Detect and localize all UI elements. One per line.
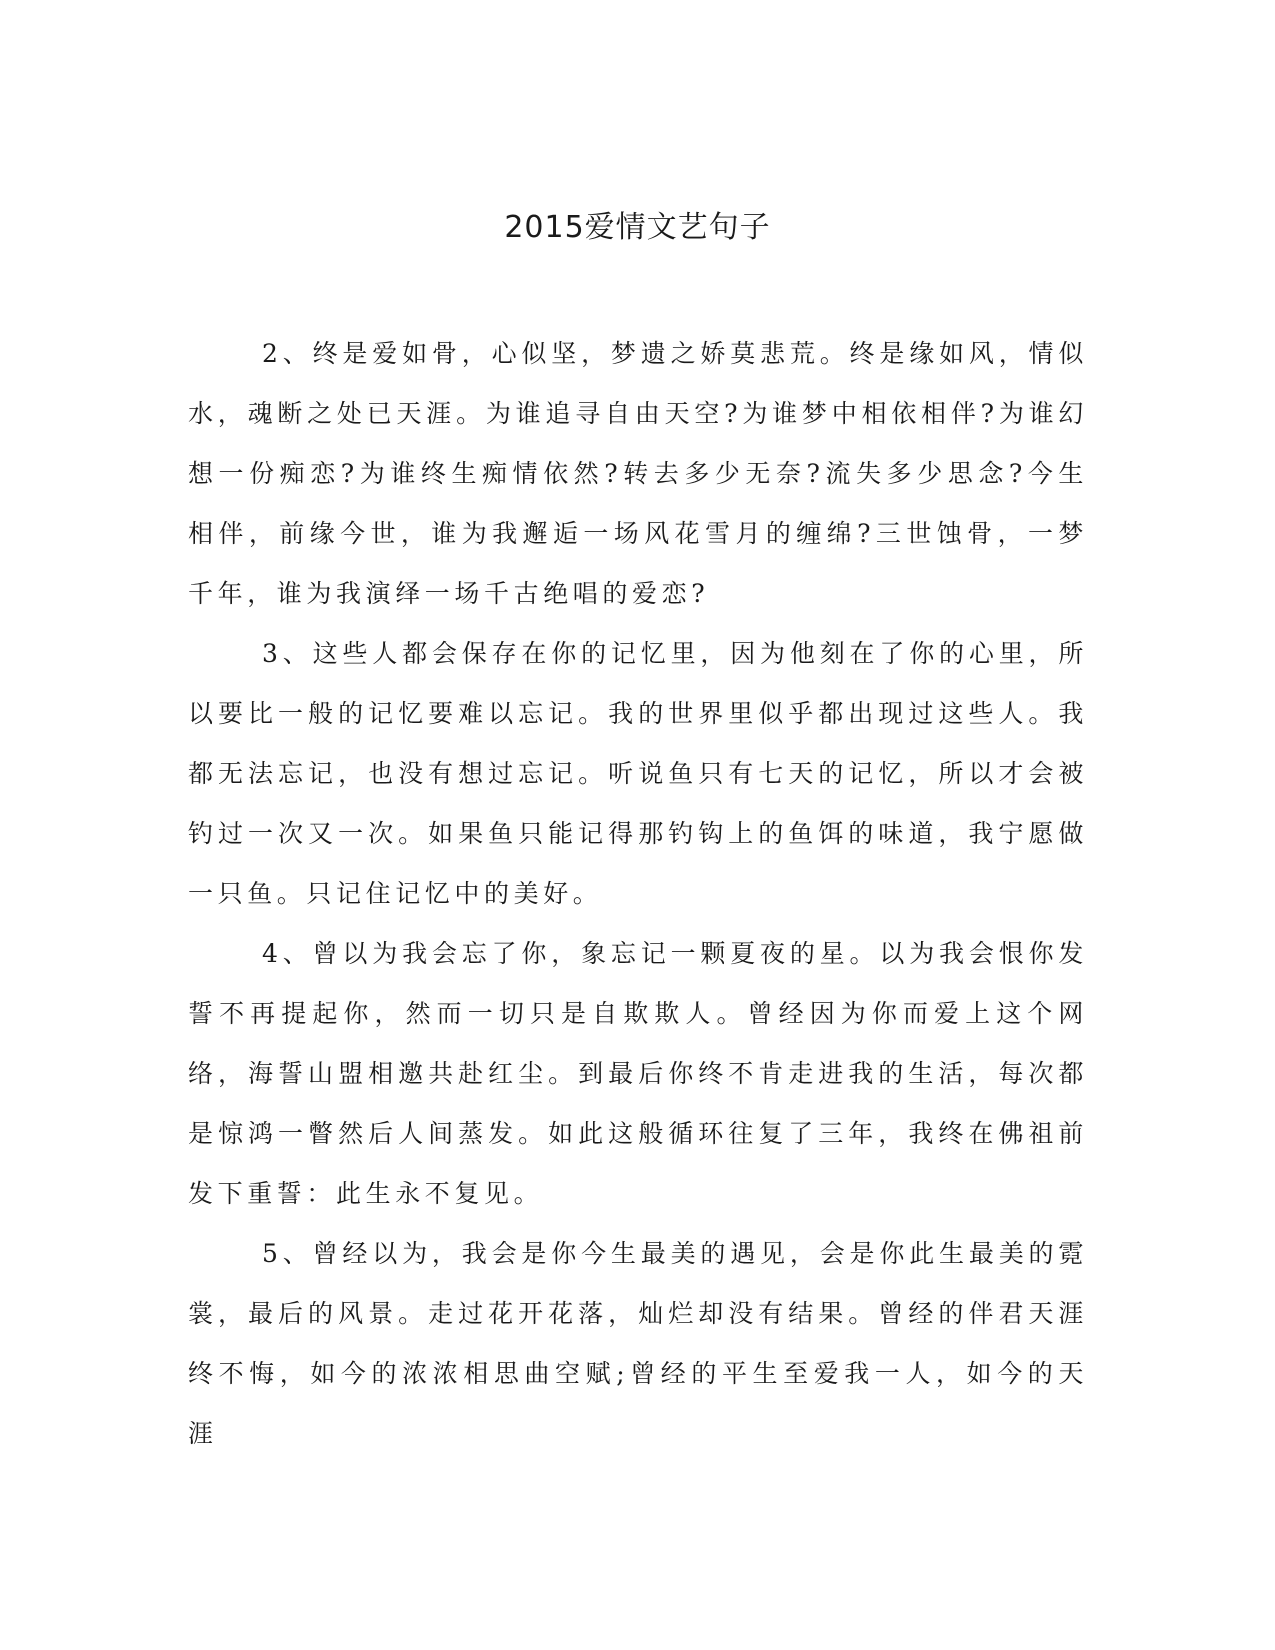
document-body	[188, 324, 1088, 1464]
document-title: 2015爱情文艺句子	[504, 210, 771, 245]
paragraph-5: 5、曾经以为，我会是你今生最美的遇见，会是你此生最美的霓裳，最后的风景。走过花开花落，灿烂却没有结果。曾经的伴君天涯终不悔，如今的浓浓相思曲空赋;曾经的平生至爱我一人，如今的天涯	[188, 1239, 1088, 1448]
paragraph-3: 3、这些人都会保存在你的记忆里，因为他刻在了你的心里，所以要比一般的记忆要难以忘记。我的世界里似乎都出现过这些人。我都无法忘记，也没有想过忘记。听说鱼只有七天的记忆，所以才会被钓过一次又一次。如果鱼只能记得那钓钩上的鱼饵的味道，我宁愿做一只鱼。只记住记忆中的美好。	[188, 639, 1088, 908]
paragraph-2: 2、终是爱如骨，心似坚，梦遗之娇莫悲荒。终是缘如风，情似水，魂断之处已天涯。为谁追寻自由天空?为谁梦中相依相伴?为谁幻想一份痴恋?为谁终生痴情依然?转去多少无奈?流失多少思念?今生相伴，前缘今世，谁为我邂逅一场风花雪月的缠绵?三世蚀骨，一梦千年，谁为我演绎一场千古绝唱的爱恋?	[188, 339, 1088, 608]
paragraph-4: 4、曾以为我会忘了你，象忘记一颗夏夜的星。以为我会恨你发誓不再提起你，然而一切只是自欺欺人。曾经因为你而爱上这个网络，海誓山盟相邀共赴红尘。到最后你终不肯走进我的生活，每次都是惊鸿一瞥然后人间蒸发。如此这般循环往复了三年，我终在佛祖前发下重誓：此生永不复见。	[188, 939, 1088, 1208]
